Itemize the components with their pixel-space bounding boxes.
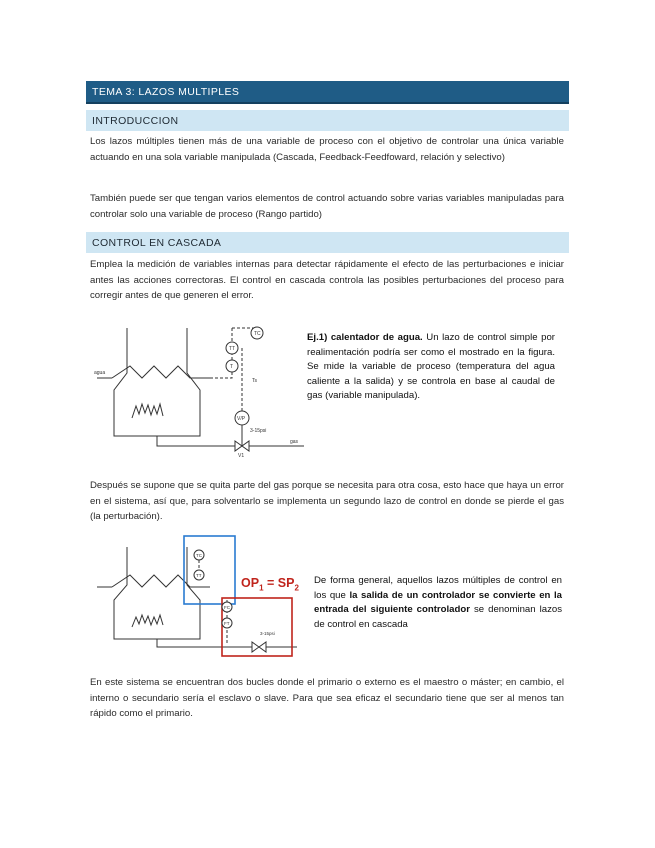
op-sp-label: [241, 576, 299, 593]
sp-text: = SP: [263, 576, 295, 590]
cascada-paragraph-3: En este sistema se encuentran dos bucles donde el primario o externo es el maestro o máster; en cambio, el interno o secundario sería el esclavo o slave. Para que sea eficaz el secundario tiene que ser al menos tan rápido como el primario.: [90, 677, 564, 719]
section-title: INTRODUCCION: [92, 114, 179, 127]
example-1-body: Un lazo de control simple por realimentación podría ser como el mostrado en la figura. Se mide la variable de proceso (temperatura del agua caliente a la salida) y se controla en base al caudal de gas (variable manipulada).: [307, 332, 555, 401]
tag-tc: TC: [254, 331, 261, 337]
tag-ts: Ts: [252, 378, 257, 384]
heater-body: [114, 328, 200, 436]
cascada-paragraph-1: Emplea la medición de variables internas para detectar rápidamente el efecto de las perturbaciones e iniciar antes las acciones correctoras. El control en cascada controla las posibles perturbaciones del proceso para corregir antes de que generen el error.: [90, 259, 564, 301]
definition-bold: la salida de un controlador se convierte en la entrada del siguiente controlador: [314, 589, 563, 615]
section-header-cascada: [86, 232, 569, 253]
tag-psi: 3-15psi: [260, 631, 275, 636]
example-1-text: [307, 331, 555, 404]
water-heater-diagram: [92, 318, 304, 458]
op-text: OP: [241, 576, 260, 590]
intro-paragraph-1: Los lazos múltiples tienen más de una variable de proceso con el objetivo de controlar una única variable actuando en una sola variable manipulada (Cascada, Feedback-Feedfoward, relación y selectivo): [90, 136, 564, 163]
flame: [132, 404, 163, 418]
example-1-label: Ej.1) calentador de agua.: [307, 332, 423, 343]
tag-vp: V/P: [237, 416, 246, 422]
tag-t: T: [230, 364, 234, 370]
tag-water: agua: [94, 370, 106, 376]
page-title: TEMA 3: LAZOS MULTIPLES: [92, 85, 240, 98]
cascade-definition-text: [314, 574, 562, 632]
op-subscript: 1: [259, 583, 264, 593]
control-valve-icon: [252, 642, 266, 652]
sp-subscript: 2: [294, 583, 299, 593]
cascada-paragraph-2: Después se supone que se quita parte del gas porque se necesita para otra cosa, esto hace que haya un error en el sistema, así que, para solventarlo se implementa un segundo lazo de control en donde se pierde el gas (la perturbación).: [90, 480, 564, 522]
flame: [132, 615, 163, 627]
cascade-loop-diagram: [92, 535, 297, 659]
tag-ft: FT: [224, 621, 230, 626]
definition-part-1: De forma general, aquellos lazos múltiples de control en los que: [314, 575, 562, 601]
primary-loop-box: [184, 536, 235, 604]
section-title: CONTROL EN CASCADA: [92, 236, 222, 249]
tag-tc: TC: [196, 553, 202, 558]
tag-fc: FC: [224, 605, 230, 610]
page-header-banner: [86, 81, 569, 104]
tag-gas: gas: [290, 439, 299, 445]
tag-psi: 3-15psi: [250, 428, 267, 434]
tag-v1: V1: [238, 453, 245, 458]
gas-line: [157, 436, 227, 446]
tag-tt: TT: [196, 573, 202, 578]
section-header-introduccion: [86, 110, 569, 131]
definition-part-2: se denominan lazos de control en cascada: [314, 604, 562, 630]
tag-tt: TT: [229, 346, 236, 352]
intro-paragraph-2: También puede ser que tengan varios elementos de control actuando sobre varias variables manipuladas para controlar solo una variable de proceso (Rango partido): [90, 193, 564, 220]
